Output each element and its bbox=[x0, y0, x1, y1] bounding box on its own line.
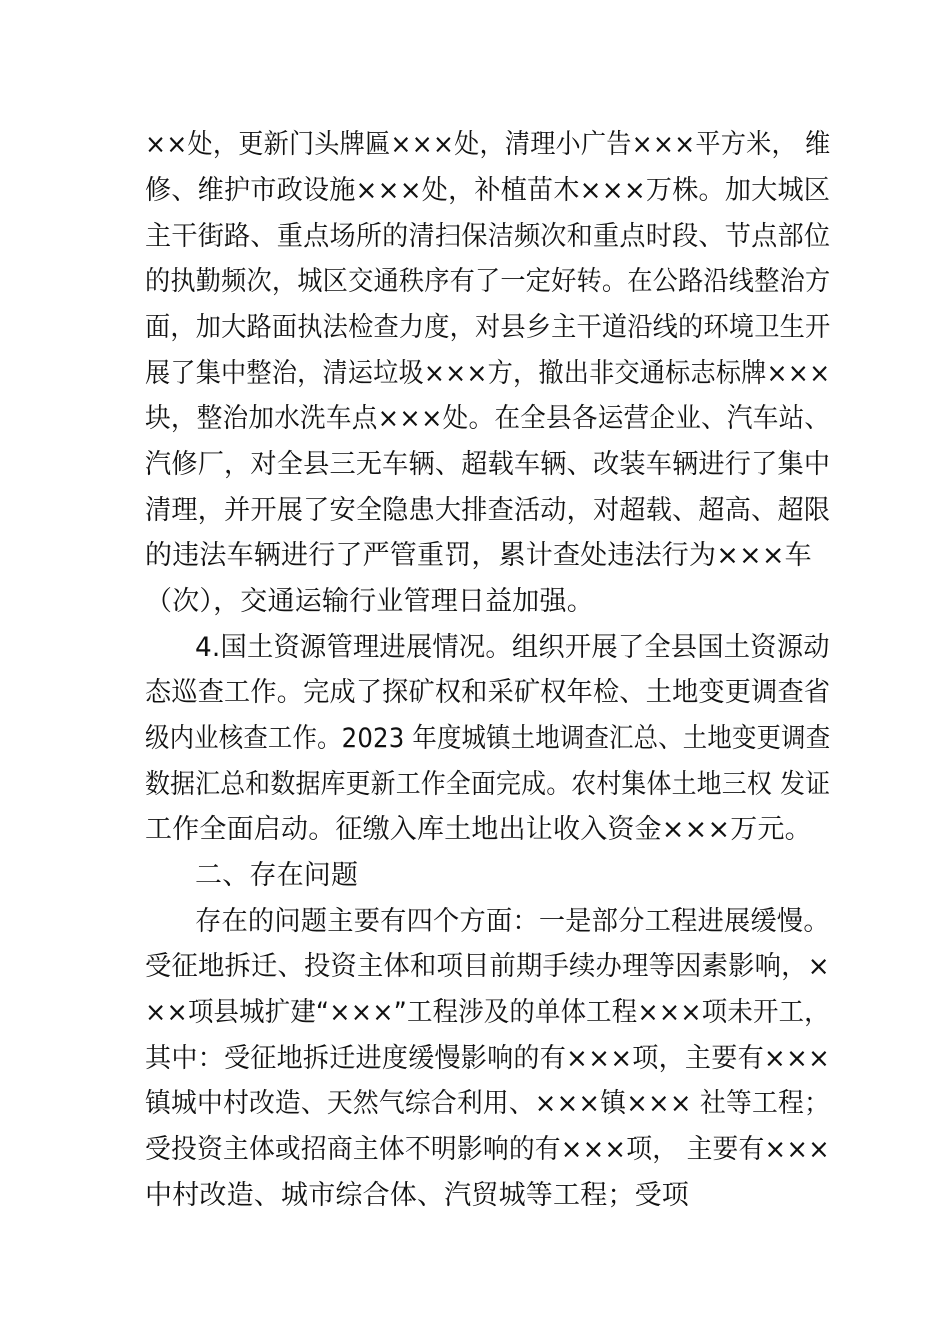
body-text-line: 修、维护市政设施×××处，补植苗木×××万株。加大城区 bbox=[145, 175, 831, 206]
section-paragraph-start: 4.国土资源管理进展情况。组织开展了全县国土资源动 bbox=[195, 632, 830, 663]
body-text-line: 汽修厂，对全县三无车辆、超载车辆、改装车辆进行了集中 bbox=[145, 449, 831, 480]
body-text-line: 态巡查工作。完成了探矿权和采矿权年检、土地变更调查省 bbox=[145, 677, 831, 708]
body-text-line: 受征地拆迁、投资主体和项目前期手续办理等因素影响，× bbox=[145, 951, 830, 982]
body-text-line: 展了集中整治，清运垃圾×××方，撤出非交通标志标牌××× bbox=[145, 358, 831, 389]
body-text-line: ××处，更新门头牌匾×××处，清理小广告×××平方米， 维 bbox=[145, 129, 831, 160]
body-text-line: 镇城中村改造、天然气综合利用、×××镇××× 社等工程； bbox=[145, 1088, 830, 1119]
body-text-line: 数据汇总和数据库更新工作全面完成。农村集体土地三权 发证 bbox=[145, 769, 831, 800]
body-text-line: 中村改造、城市综合体、汽贸城等工程；受项 bbox=[145, 1180, 689, 1211]
body-text-line: 受投资主体或招商主体不明影响的有×××项， 主要有××× bbox=[145, 1134, 830, 1165]
body-text-line: 级内业核查工作。2023 年度城镇土地调查汇总、土地变更调查 bbox=[145, 723, 831, 754]
body-text-line: ××项县城扩建“×××”工程涉及的单体工程×××项未开工， bbox=[145, 997, 830, 1028]
body-text-line: 其中：受征地拆迁进度缓慢影响的有×××项，主要有××× bbox=[145, 1043, 831, 1074]
section-heading: 二、存在问题 bbox=[195, 860, 359, 891]
body-text-line: 清理，并开展了安全隐患大排查活动，对超载、超高、超限 bbox=[145, 495, 831, 526]
body-text-line: （次），交通运输行业管理日益加强。 bbox=[145, 586, 594, 617]
section-paragraph-start: 存在的问题主要有四个方面：一是部分工程进展缓慢。 bbox=[195, 906, 830, 937]
body-text-line: 的违法车辆进行了严管重罚，累计查处违法行为×××车 bbox=[145, 540, 812, 571]
body-text-line: 面，加大路面执法检查力度，对县乡主干道沿线的环境卫生开 bbox=[145, 312, 831, 343]
body-text-line: 工作全面启动。征缴入库土地出让收入资金×××万元。 bbox=[145, 814, 812, 845]
body-text-line: 块，整治加水洗车点×××处。在全县各运营企业、汽车站、 bbox=[145, 403, 831, 434]
body-text-line: 的执勤频次，城区交通秩序有了一定好转。在公路沿线整治方 bbox=[145, 266, 831, 297]
body-text-line: 主干街路、重点场所的清扫保洁频次和重点时段、节点部位 bbox=[145, 221, 831, 252]
